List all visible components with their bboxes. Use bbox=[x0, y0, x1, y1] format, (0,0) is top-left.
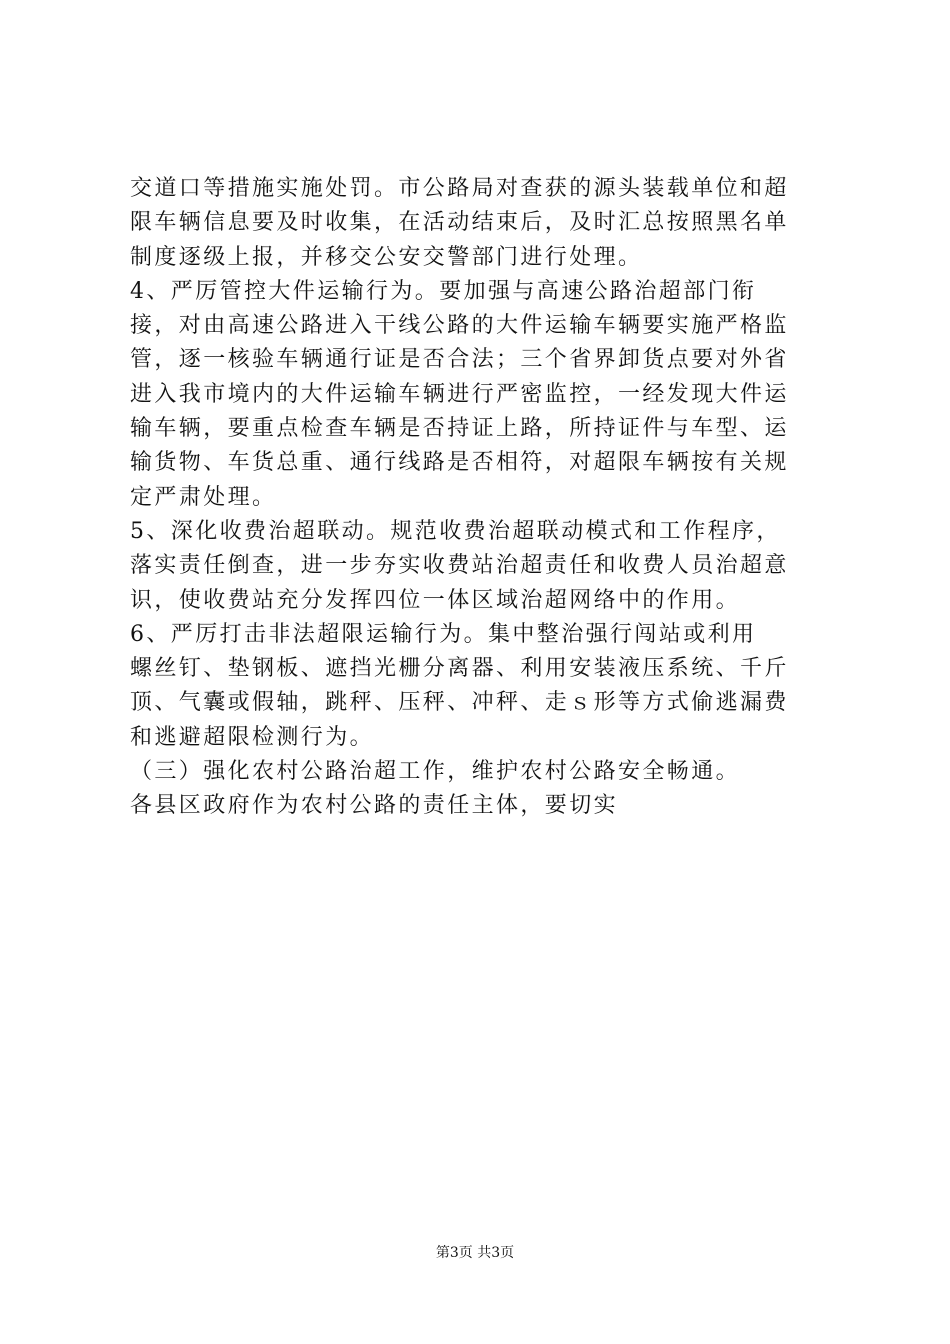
text-line: 螺丝钉、垫钢板、遮挡光栅分离器、利用安装液压系统、千斤 bbox=[130, 656, 789, 682]
text-line: 各县区政府作为农村公路的责任主体，要切实 bbox=[130, 793, 619, 819]
text-line: 接，对由高速公路进入干线公路的大件运输车辆要实施严格监 bbox=[130, 313, 789, 339]
text-line: 限车辆信息要及时收集，在活动结束后，及时汇总按照黑名单 bbox=[130, 210, 789, 236]
text-line: 管，逐一核验车辆通行证是否合法；三个省界卸货点要对外省 bbox=[130, 347, 789, 373]
text-line: 6、严厉打击非法超限运输行为。集中整治强行闯站或利用 bbox=[130, 621, 757, 647]
page-number-footer: 第3页 共3页 bbox=[435, 1245, 515, 1261]
text-line: 落实责任倒查，进一步夯实收费站治超责任和收费人员治超意 bbox=[130, 553, 789, 579]
text-line: 交道口等措施实施处罚。市公路局对查获的源头装载单位和超 bbox=[130, 176, 789, 201]
document-body bbox=[130, 172, 830, 824]
text-line: 定严肃处理。 bbox=[130, 484, 277, 510]
text-line: 5、深化收费治超联动。规范收费治超联动模式和工作程序， bbox=[130, 518, 781, 544]
text-line: 输货物、车货总重、通行线路是否相符，对超限车辆按有关规 bbox=[130, 450, 789, 476]
text-line: 4、严厉管控大件运输行为。要加强与高速公路治超部门衔 bbox=[130, 278, 757, 304]
text-line: 输车辆，要重点检查车辆是否持证上路，所持证件与车型、运 bbox=[130, 416, 789, 442]
text-line: 制度逐级上报，并移交公安交警部门进行处理。 bbox=[130, 244, 643, 270]
text-line: 进入我市境内的大件运输车辆进行严密监控，一经发现大件运 bbox=[130, 381, 789, 407]
text-line: 识，使收费站充分发挥四位一体区域治超网络中的作用。 bbox=[130, 587, 741, 613]
text-line: 和逃避超限检测行为。 bbox=[130, 724, 375, 750]
text-line: （三）强化农村公路治超工作，维护农村公路安全畅通。 bbox=[130, 759, 741, 785]
text-line: 顶、气囊或假轴，跳秤、压秤、冲秤、走ｓ形等方式偷逃漏费 bbox=[130, 690, 789, 716]
